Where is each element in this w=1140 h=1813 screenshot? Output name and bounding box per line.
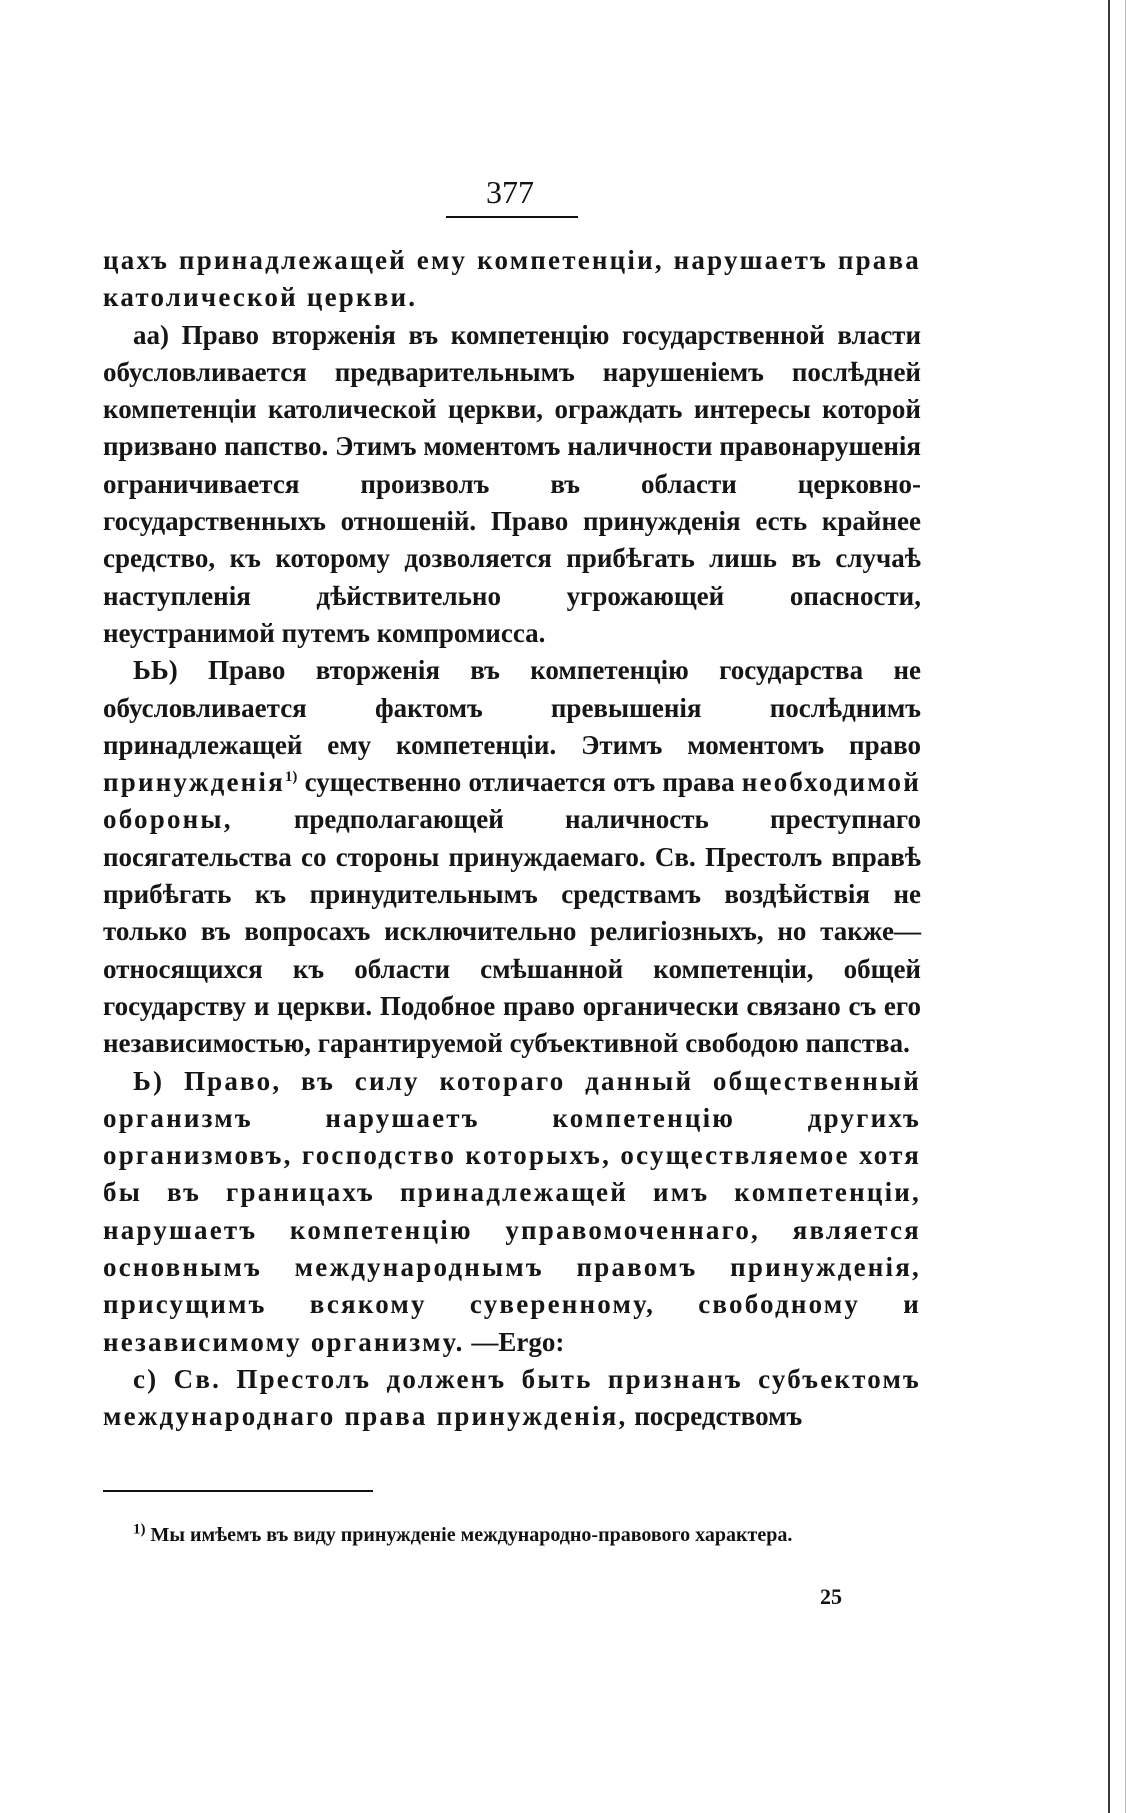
- paragraph-continuation: цахъ принадлежащей ему компетенціи, нарушаетъ права католической церкви.: [103, 245, 921, 313]
- paragraph-c-tail: посредствомъ: [634, 1401, 803, 1432]
- footnote-text: Мы имѣемъ въ виду принужденіе международно-правового характера.: [150, 1524, 793, 1546]
- spaced-term-defense: необходимой обороны,: [103, 767, 922, 835]
- paragraph-bb: [103, 652, 921, 1062]
- footnote-rule: [103, 1490, 373, 1492]
- spaced-term-compulsion: принужденія: [103, 767, 285, 798]
- footnote-reference[interactable]: 1): [284, 769, 298, 786]
- paragraph-c: [103, 1361, 921, 1436]
- paragraph-b: [103, 1063, 921, 1361]
- paragraph-b-spaced: Ь) Право, въ силу котораго данный общественный организмъ нарушаетъ компетенцію другихъ организмовъ, господство которыхъ, осуществляемое хотя бы въ границахъ принадлежащей имъ компетенціи, нарушаетъ компетенцію управомоченнаго, является основнымъ международнымъ правомъ принужденія, присущимъ всякому суверенному, свободному и независимому организму.: [103, 1065, 921, 1357]
- footnote-mark: 1): [133, 1521, 146, 1538]
- scan-edge-line-secondary: [1125, 0, 1126, 1813]
- paragraph-bb-part-1: ЬЬ) Право вторженія въ компетенцію государства не обусловливается фактомъ превышенія послѣднимъ принадлежащей ему компетенціи. Этимъ моментомъ право: [103, 655, 921, 760]
- signature-mark: 25: [820, 1584, 842, 1609]
- paragraph-bb-part-2: существенно отличается отъ права: [304, 767, 735, 798]
- paragraph-b-ergo: —Ergo:: [471, 1326, 565, 1357]
- body-text: [103, 242, 921, 1436]
- footnote-line: [103, 1518, 921, 1552]
- page-number: 377: [486, 174, 534, 210]
- paragraph-c-spaced: с) Св. Престолъ долженъ быть признанъ субъектомъ международнаго права принужденія,: [103, 1363, 921, 1432]
- paragraph-aa: аа) Право вторженія въ компетенцію государственной власти обусловливается предварительнымъ нарушеніемъ послѣдней компетенціи католической церкви, ограждать интересы которой призвано папство. Этимъ моментомъ наличности правонарушенія ограничивается произволъ въ области церковно-государственныхъ отношеній. Право принужденія есть крайнее средство, къ которому дозволяется прибѣгать лишь въ случаѣ наступленія дѣйствительно угрожающей опасности, неустранимой путемъ компромисса.: [103, 319, 921, 648]
- footnote: [103, 1518, 921, 1552]
- page-number-rule: [446, 216, 578, 218]
- paragraph-bb-part-3: предполагающей наличность преступнаго посягательства со стороны принуждаемаго. Св. Престолъ вправѣ прибѣгать къ принудительнымъ средствамъ воздѣйствія не только въ вопросахъ исключительно религіозныхъ, но также—относящихся къ области смѣшанной компетенціи, общей государству и церкви. Подобное право органически связано съ его независимостью, гарантируемой субъективной свободою папства.: [103, 804, 921, 1059]
- scan-edge-line: [1108, 0, 1110, 1813]
